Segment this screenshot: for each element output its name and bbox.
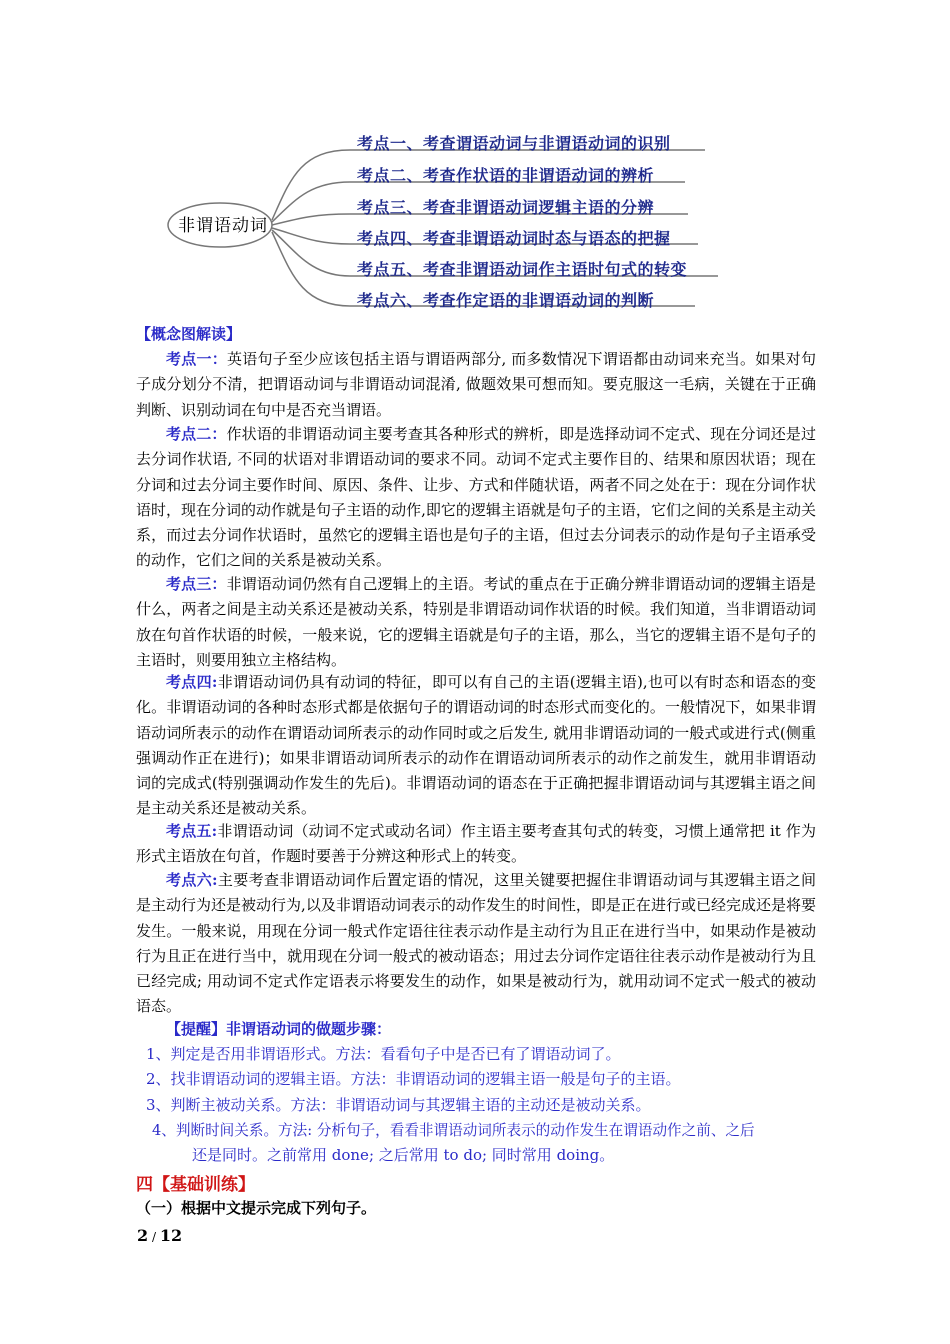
reminder-step-4: 4、判断时间关系。方法: 分析句子，看看非谓语动词所表示的动作发生在谓语动作之前、之后 [152,1122,755,1139]
page-total: 12 [159,1226,183,1245]
mind-map-branch-6: 考点六、考查作定语的非谓语动词的判断 [357,291,655,310]
point-1-text: 英语句子至少应该包括主语与谓语两部分, 而多数情况下谓语都由动词来充当。如果对句子成分划分不清，把谓语动词与非谓语动词混淆, 做题效果可想而知。要克服这一毛病，关键在于正确判断、识别动词在句中是否充当谓语。 [136,350,816,419]
point-2-text: 作状语的非谓语动词主要考查其各种形式的辨析，即是选择动词不定式、现在分词还是过去分词作状语, 不同的状语对非谓语动词的要求不同。动词不定式主要作目的、结果和原因状语；现在分词和过去分词主要作时间、原因、条件、让步、方式和伴随状语，两者不同之处在于：现在分词作状语时，现在分词的动作就是句子主语的动作,即它的逻辑主语就是句子的主语，它们之间的关系是主动关系，而过去分词作状语时，虽然它的逻辑主语也是句子的主语，但过去分词表示的动作是句子主语承受的动作，它们之间的关系是被动关系。 [136,425,816,570]
reminder-step-3: 3、判断主被动关系。方法：非谓语动词与其逻辑主语的主动还是被动关系。 [146,1096,651,1114]
point-6-text: 主要考查非谓语动词作后置定语的情况，这里关键要把握住非谓语动词与其逻辑主语之间是主动行为还是被动行为,以及非谓语动词表示的动作发生的时间性，即是正在进行或已经完成还是将要发生。一般来说，用现在分词一般式作定语往往表示动作是主动行为且正在进行当中，如果动作是被动行为且正在进行当中，就用现在分词一般式的被动语态；用过去分词作定语往往表示动作是被动行为且已经完成; 用动词不定式作定语表示将要发生的动作，如果是被动行为，就用动词不定式一般式的被动语态。 [136,871,816,1016]
mind-map-branch-4: 考点四、考查非谓语动词时态与语态的把握 [357,229,671,248]
page-separator: / [148,1230,160,1244]
mind-map-branch-2: 考点二、考查作状语的非谓语动词的辨析 [357,166,655,185]
point-3-text: 非谓语动词仍然有自己逻辑上的主语。考试的重点在于正确分辨非谓语动词的逻辑主语是什么，两者之间是主动关系还是被动关系，特别是非谓语动词作状语的时候。我们知道，当非谓语动词放在句首作状语的时候，一般来说，它的逻辑主语就是句子的主语，那么，当它的逻辑主语不是句子的主语时，则要用独立主格结构。 [136,575,816,669]
point-6 [136,868,816,1020]
reminder-title: 【提醒】非谓语动词的做题步骤： [166,1020,392,1038]
point-1 [136,347,816,423]
point-2 [136,422,816,574]
point-2-label: 考点二： [166,425,227,443]
point-6-label: 考点六: [166,871,218,889]
subsection-heading: （一）根据中文提示完成下列句子。 [136,1199,377,1217]
mind-map-root: 非谓语动词 [178,216,268,236]
point-1-label: 考点一： [166,350,227,368]
reminder-step-2: 2、找非谓语动词的逻辑主语。方法：非谓语动词的逻辑主语一般是句子的主语。 [146,1070,681,1088]
point-3-label: 考点三： [166,575,227,593]
point-5-label: 考点五: [166,822,218,840]
point-5-text: 非谓语动词（动词不定式或动名词）作主语主要考查其句式的转变，习惯上通常把 it 作为形式主语放在句首，作题时要善于分辨这种形式上的转变。 [136,822,816,866]
mind-map-branch-3: 考点三、考查非谓语动词逻辑主语的分辨 [357,198,655,217]
reminder-step-1: 1、判定是否用非谓语形式。方法：看看句子中是否已有了谓语动词了。 [146,1045,621,1063]
page-current: 2 [137,1226,149,1245]
section-4-heading: 四【基础训练】 [136,1175,255,1195]
point-3 [136,572,816,673]
point-4-text: 非谓语动词仍具有动词的特征，即可以有自己的主语(逻辑主语),也可以有时态和语态的变化。非谓语动词的各种时态形式都是依据句子的谓语动词的时态形式而变化的。一般情况下，如果非谓语动词所表示的动作在谓语动词所表示的动作同时或之后发生, 就用非谓语动词的一般式或进行式(侧重强调动作正在进行)；如果非谓语动词所表示的动作在谓语动词所表示的动作之前发生，就用非谓语动词的完成式(特别强调动作发生的先后)。非谓语动词的语态在于正确把握非谓语动词与其逻辑主语之间是主动关系还是被动关系。 [136,673,816,818]
mind-map-branch-1: 考点一、考查谓语动词与非谓语动词的识别 [357,134,671,153]
mind-map-branch-5: 考点五、考查非谓语动词作主语时句式的转变 [357,260,688,279]
point-4-label: 考点四: [166,673,218,691]
concept-heading: 【概念图解读】 [136,325,242,343]
reminder-step-4-cont: 还是同时。之前常用 done; 之后常用 to do; 同时常用 doing。 [192,1146,615,1164]
page-number [137,1226,182,1245]
point-5 [136,819,816,870]
point-4 [136,670,816,822]
